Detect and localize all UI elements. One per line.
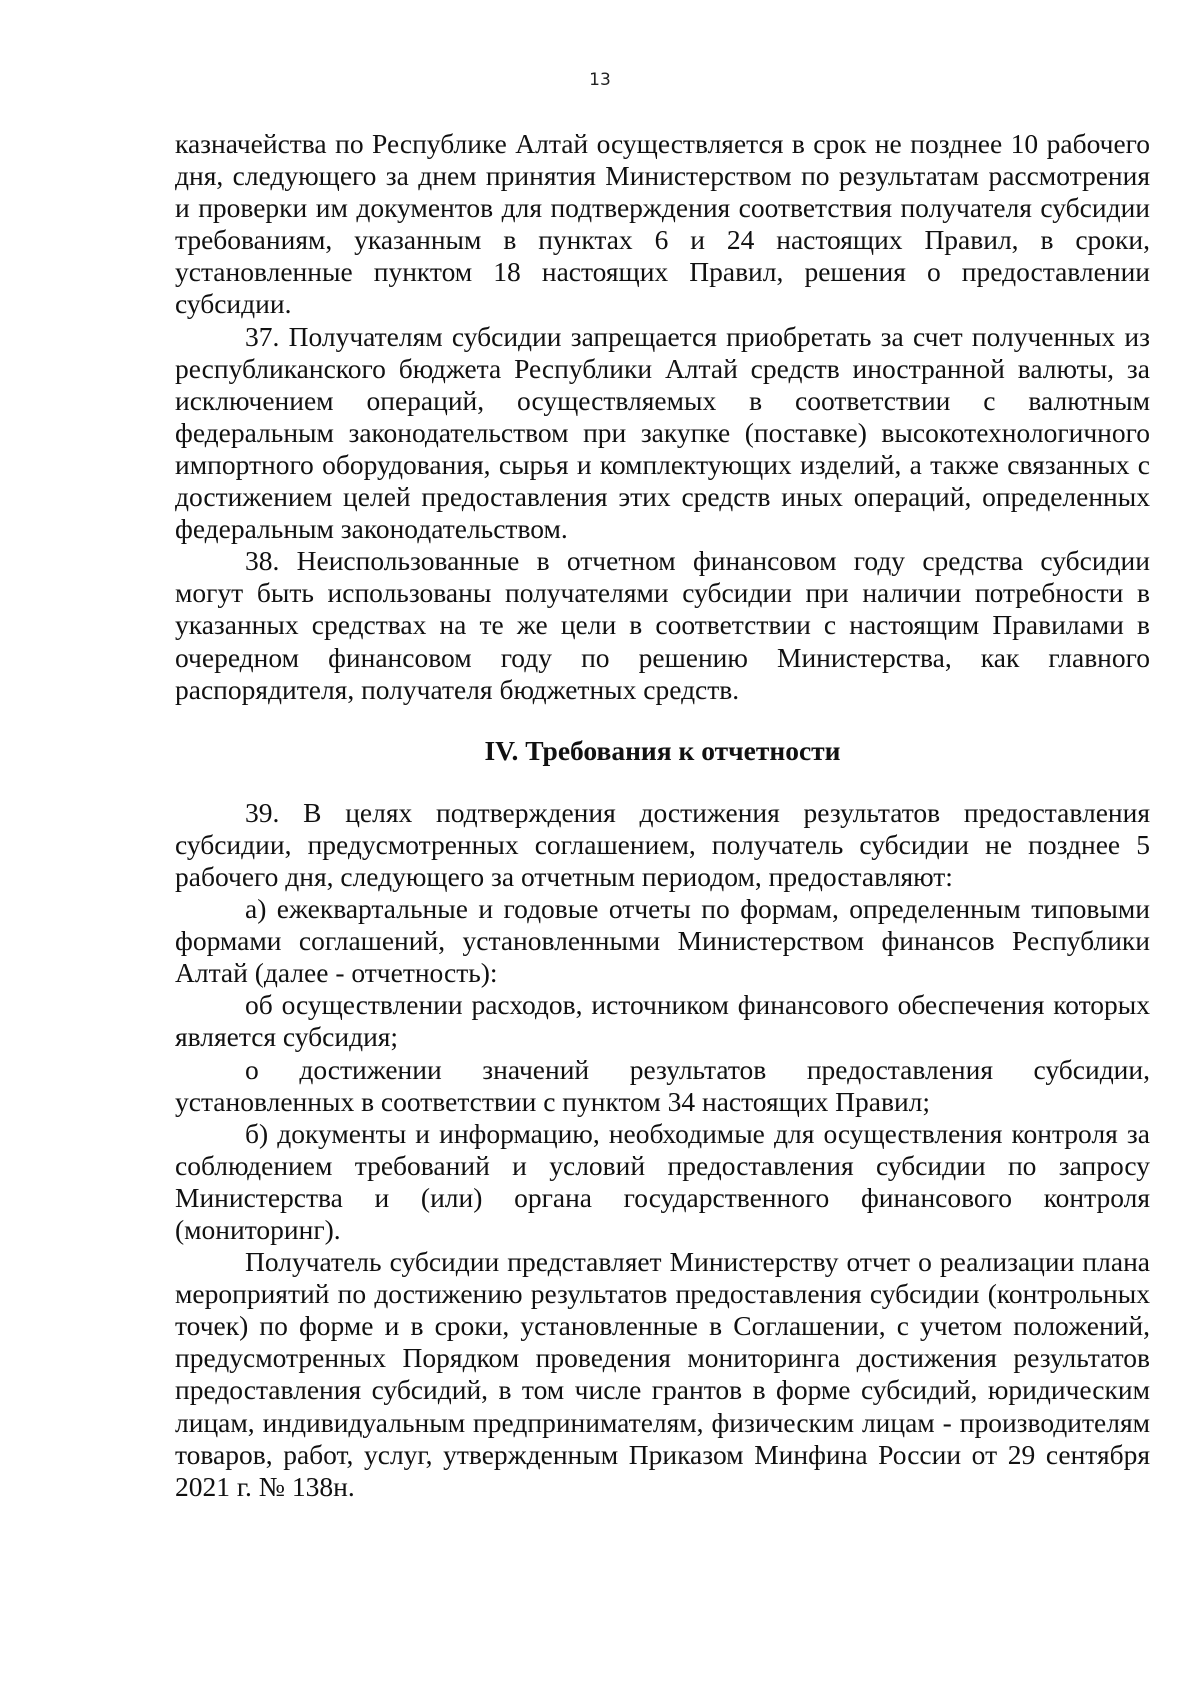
paragraph-38: 38. Неиспользованные в отчетном финансовом году средства субсидии могут быть использованы получателями субсидии при наличии потребности в указанных средствах на те же цели в соответствии с настоящим Правилами в очередном финансовом году по решению Министерства, как главного распорядителя, получателя бюджетных средств.: [175, 545, 1150, 705]
paragraph-plan-report: Получатель субсидии представляет Министерству отчет о реализации плана мероприятий по достижению результатов предоставления субсидии (контрольных точек) по форме и в сроки, установленные в Соглашении, с учетом положений, предусмотренных Порядком проведения мониторинга достижения результатов предоставления субсидий, в том числе грантов в форме субсидий, юридическим лицам, индивидуальным предпринимателям, физическим лицам - производителям товаров, работ, услуг, утвержденным Приказом Минфина России от 29 сентября 2021 г. № 138н.: [175, 1246, 1150, 1502]
paragraph-continuation: казначейства по Республике Алтай осуществляется в срок не позднее 10 рабочего дня, следующего за днем принятия Министерством по результатам рассмотрения и проверки им документов для подтверждения соответствия получателя субсидии требованиям, указанным в пунктах 6 и 24 настоящих Правил, в сроки, установленные пунктом 18 настоящих Правил, решения о предоставлении субсидии.: [175, 128, 1150, 320]
document-body: [175, 128, 1150, 1503]
paragraph-expenses: об осуществлении расходов, источником финансового обеспечения которых является субсидия;: [175, 989, 1150, 1053]
paragraph-results: о достижении значений результатов предоставления субсидии, установленных в соответствии с пунктом 34 настоящих Правил;: [175, 1053, 1150, 1117]
paragraph-39-a: а) ежеквартальные и годовые отчеты по формам, определенным типовыми формами соглашений, установленными Министерством финансов Республики Алтай (далее - отчетность):: [175, 893, 1150, 989]
paragraph-37: 37. Получателям субсидии запрещается приобретать за счет полученных из республиканского бюджета Республики Алтай средств иностранной валюты, за исключением операций, осуществляемых в соответствии с валютным федеральным законодательством при закупке (поставке) высокотехнологичного импортного оборудования, сырья и комплектующих изделий, а также связанных с достижением целей предоставления этих средств иных операций, определенных федеральным законодательством.: [175, 320, 1150, 545]
page-number: 13: [589, 70, 611, 90]
paragraph-39-b: б) документы и информацию, необходимые для осуществления контроля за соблюдением требований и условий предоставления субсидии по запросу Министерства и (или) органа государственного финансового контроля (мониторинг).: [175, 1117, 1150, 1245]
section-heading: IV. Требования к отчетности: [484, 734, 841, 766]
paragraph-39: 39. В целях подтверждения достижения результатов предоставления субсидии, предусмотренных соглашением, получатель субсидии не позднее 5 рабочего дня, следующего за отчетным периодом, предоставляют:: [175, 796, 1150, 892]
